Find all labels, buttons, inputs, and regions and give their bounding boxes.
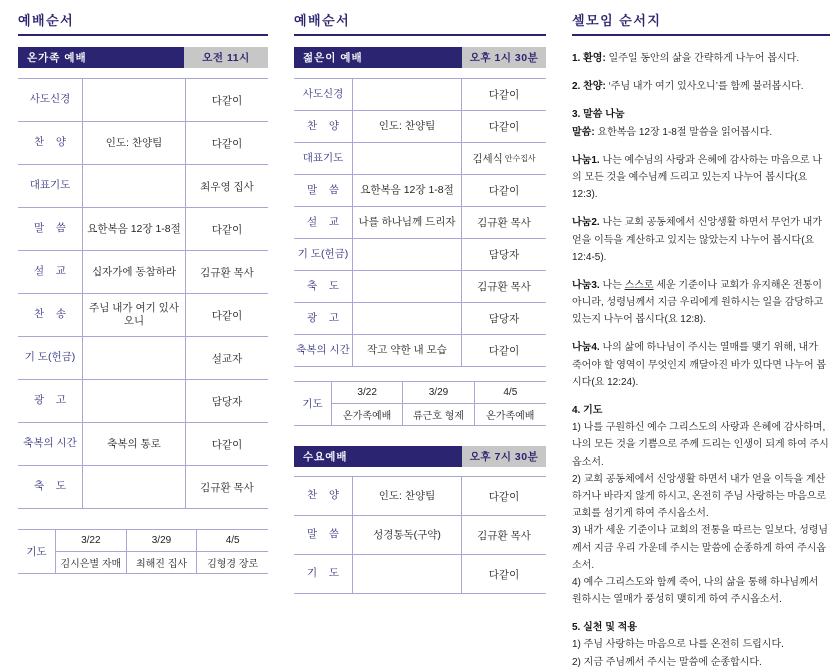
row-label: 설 교 bbox=[307, 215, 339, 228]
order-row bbox=[18, 208, 268, 251]
row-person-text: 최우영 집사 bbox=[200, 180, 254, 193]
row-person-text: 다같이 bbox=[488, 185, 520, 197]
order-row bbox=[18, 423, 268, 466]
row-label: 말 씀 bbox=[34, 222, 66, 235]
order-row bbox=[294, 143, 546, 175]
sharing-text: 나의 삶에 하나님이 주시는 열매를 맺기 위해, 내가 죽어야 할 영역이 무엇인지 깨달아진 바가 있다면 나누어 봅시다(요 12:24). bbox=[572, 342, 827, 388]
row-content bbox=[352, 239, 462, 270]
prayer-rotation-label: 기도 bbox=[18, 530, 56, 573]
order-row bbox=[18, 294, 268, 337]
row-person bbox=[186, 251, 268, 293]
sharing-item-2 bbox=[572, 214, 830, 266]
wednesday-service-section bbox=[294, 446, 546, 594]
prayer-name: 류근호 형제 bbox=[403, 404, 474, 425]
row-content bbox=[82, 466, 186, 508]
row-label: 기 도(헌금) bbox=[297, 247, 349, 260]
row-label: 축복의 시간 bbox=[23, 437, 77, 450]
row-person-text: 김규환 목사 bbox=[477, 529, 531, 542]
row-label: 말 씀 bbox=[307, 528, 339, 541]
row-content bbox=[352, 555, 462, 593]
service-header-wednesday bbox=[294, 446, 546, 467]
order-row bbox=[18, 380, 268, 423]
row-person bbox=[462, 239, 546, 270]
row-label: 말 씀 bbox=[307, 183, 339, 196]
prayer-rotation-table-family bbox=[18, 529, 268, 574]
row-label: 대표기도 bbox=[29, 179, 71, 192]
prayer-name: 김시은별 자매 bbox=[56, 552, 127, 573]
row-person-text: 다같이 bbox=[488, 490, 520, 503]
prayer-name: 온가족예배 bbox=[486, 411, 535, 422]
row-content: 주님 내가 여기 있사오니 bbox=[82, 294, 186, 336]
order-row bbox=[294, 239, 546, 271]
row-person bbox=[186, 122, 268, 164]
row-person bbox=[186, 294, 268, 336]
row-person bbox=[186, 79, 268, 121]
row-person-text: 담당자 bbox=[488, 313, 520, 325]
welcome-paragraph bbox=[572, 50, 830, 67]
row-content: 작고 약한 내 모습 bbox=[352, 335, 462, 366]
sharing-lead: 나눔3. bbox=[572, 279, 600, 291]
prayer-item: 1) 나를 구원하신 예수 그리스도의 사랑과 은혜에 감사하며, 나의 모든 것을 기쁨으로 주께 드리는 인생이 되게 하여 주시옵소서. bbox=[572, 422, 829, 468]
row-content: 인도: 찬양팀 bbox=[352, 111, 462, 142]
order-row bbox=[18, 122, 268, 165]
row-person-text: 김규환 목사 bbox=[200, 266, 254, 279]
row-label: 찬 양 bbox=[34, 136, 66, 149]
row-label: 기 도(헌금) bbox=[24, 351, 76, 364]
service-name-family: 온가족 예배 bbox=[18, 47, 184, 68]
sharing-text: 나는 교회 공동체에서 신앙생활 하면서 무언가 내가 얻을 이득을 계산하고 있지는 않았는지 나누어 봅시다(요 12:4-5). bbox=[572, 217, 822, 263]
application-item: 1) 주님 사랑하는 마음으로 나를 온전히 드립시다. bbox=[572, 639, 784, 651]
service-header-young-adult bbox=[294, 47, 546, 68]
sharing-text: 나는 예수님의 사랑과 은혜에 감사하는 마음으로 나의 모든 것을 예수님께 드리고 있는지 나누어 봅시다(요 12:3). bbox=[572, 154, 822, 201]
row-content bbox=[82, 165, 186, 207]
row-content bbox=[82, 380, 186, 422]
prayer-name: 온가족예배 bbox=[332, 404, 403, 425]
cell-meeting-body bbox=[572, 50, 830, 671]
order-row bbox=[18, 79, 268, 122]
prayer-rotation-table-young-adult bbox=[294, 381, 546, 426]
row-person-text: 다같이 bbox=[211, 309, 243, 322]
welcome-text: 일주일 동안의 삶을 간략하게 나누어 봅시다. bbox=[605, 53, 800, 64]
row-person-text: 다같이 bbox=[211, 137, 243, 150]
column-family-worship bbox=[18, 10, 268, 671]
row-person bbox=[462, 175, 546, 206]
order-row bbox=[294, 303, 546, 335]
prayer-name: 최해진 집사 bbox=[127, 552, 198, 573]
row-person-text: 김세식 bbox=[472, 153, 503, 165]
prayer-date: 4/5 bbox=[475, 382, 546, 404]
row-content: 성경통독(구약) bbox=[352, 516, 462, 554]
row-person-text: 김규환 목사 bbox=[477, 217, 531, 229]
cell-meeting-title: 셀모임 순서지 bbox=[572, 10, 830, 36]
service-name-wednesday: 수요예배 bbox=[294, 446, 462, 467]
service-time-wednesday: 오후 7시 30분 bbox=[462, 446, 546, 467]
row-label: 찬 송 bbox=[34, 308, 66, 321]
row-person bbox=[462, 477, 546, 515]
sharing-lead: 나눔2. bbox=[572, 217, 600, 229]
row-label: 광 고 bbox=[307, 311, 339, 324]
row-person-title-small: 안수집사 bbox=[504, 154, 536, 163]
row-person bbox=[186, 380, 268, 422]
row-label: 찬 양 bbox=[307, 119, 339, 132]
word-text: 요한복음 12장 1-8절 말씀을 읽어봅시다. bbox=[594, 126, 773, 138]
column-cell-meeting-guide bbox=[572, 10, 830, 671]
prayer-item: 3) 내가 세운 기준이나 교회의 전통을 따르는 일보다, 성령님께서 지금 우리 가운데 주시는 말씀에 순종하게 하여 주시옵소서. bbox=[572, 525, 829, 571]
row-person bbox=[462, 79, 546, 110]
row-person bbox=[186, 337, 268, 379]
word-sharing-heading: 3. 말씀 나눔 bbox=[572, 109, 625, 121]
prayer-section bbox=[572, 402, 830, 608]
row-person bbox=[186, 423, 268, 465]
praise-paragraph bbox=[572, 78, 830, 95]
row-person-text: 담당자 bbox=[488, 249, 520, 261]
row-person bbox=[186, 208, 268, 250]
prayer-date: 3/29 bbox=[127, 530, 198, 552]
order-row bbox=[294, 207, 546, 239]
order-row bbox=[18, 337, 268, 380]
row-person-text: 담당자 bbox=[211, 395, 243, 408]
worship-order-title-left: 예배순서 bbox=[18, 10, 268, 36]
order-table-family bbox=[18, 78, 268, 509]
row-person-text: 설교자 bbox=[211, 352, 243, 365]
order-row bbox=[18, 251, 268, 294]
row-person bbox=[462, 143, 546, 174]
sharing-lead: 나눔1. bbox=[572, 154, 600, 166]
row-person-text: 다같이 bbox=[488, 89, 520, 101]
row-label: 찬 양 bbox=[307, 489, 339, 502]
praise-text: ‘주님 내가 여기 있사오니’를 함께 불러봅시다. bbox=[605, 81, 804, 93]
word-sharing-line bbox=[572, 124, 830, 141]
row-content bbox=[82, 337, 186, 379]
prayer-date: 3/22 bbox=[56, 530, 127, 552]
prayer-item: 4) 예수 그리스도와 함께 죽어, 나의 삶을 통해 하나님께서 원하시는 열매가 풍성히 맺히게 하여 주시옵소서. bbox=[572, 576, 819, 606]
order-row bbox=[294, 175, 546, 207]
order-row bbox=[294, 79, 546, 111]
row-label: 사도신경 bbox=[29, 93, 71, 106]
prayer-heading: 4. 기도 bbox=[572, 405, 603, 416]
prayer-date: 4/5 bbox=[197, 530, 268, 552]
row-person bbox=[186, 165, 268, 207]
order-row bbox=[294, 555, 546, 594]
sharing-text: 나는 bbox=[599, 279, 625, 291]
word-sharing-section bbox=[572, 106, 830, 140]
row-person-text: 김규환 목사 bbox=[477, 281, 531, 293]
row-person bbox=[462, 335, 546, 366]
sharing-lead: 나눔4. bbox=[572, 342, 600, 354]
prayer-name: 김형경 장로 bbox=[207, 559, 259, 570]
sharing-item-3 bbox=[572, 277, 830, 329]
row-person-text: 다같이 bbox=[211, 438, 243, 451]
praise-lead: 2. 찬양: bbox=[572, 81, 606, 93]
row-person bbox=[462, 555, 546, 593]
row-content bbox=[352, 143, 462, 174]
prayer-date: 3/29 bbox=[403, 382, 474, 404]
prayer-item: 2) 교회 공동체에서 신앙생활 하면서 내가 얻을 이득을 계산하거나 바라지 않게 하시고, 온전히 주님 사랑하는 마음으로 교회를 섬기게 하여 주시옵소서. bbox=[572, 473, 827, 520]
application-item: 2) 지금 주님께서 주시는 말씀에 순종합시다. bbox=[572, 656, 762, 668]
row-content: 인도: 찬양팀 bbox=[352, 477, 462, 515]
row-person-text: 다같이 bbox=[488, 568, 520, 581]
service-header-family bbox=[18, 47, 268, 68]
service-time-young-adult: 오후 1시 30분 bbox=[462, 47, 546, 68]
order-table-young-adult bbox=[294, 78, 546, 367]
row-person bbox=[462, 516, 546, 554]
row-label: 사도신경 bbox=[302, 87, 344, 100]
column-young-adult-worship bbox=[294, 10, 546, 671]
application-heading: 5. 실천 및 적용 bbox=[572, 622, 637, 634]
row-content bbox=[352, 303, 462, 334]
row-content: 나를 하나님께 드리자 bbox=[352, 207, 462, 238]
row-label: 설 교 bbox=[34, 265, 66, 278]
sharing-text: 세운 기준이나 교회가 유지해온 전통이 아니라, 성령님께서 지금 우리에게 원하시는 일을 감당하고 있는지 나누어 봅시다(요 12:8). bbox=[572, 279, 824, 326]
order-row bbox=[294, 111, 546, 143]
row-label: 광 고 bbox=[34, 394, 66, 407]
row-person-text: 다같이 bbox=[211, 94, 243, 107]
word-lead: 말씀: bbox=[572, 126, 595, 138]
row-content bbox=[82, 79, 186, 121]
young-adult-section bbox=[294, 47, 546, 426]
row-content bbox=[352, 79, 462, 110]
sharing-item-4 bbox=[572, 339, 830, 391]
row-content: 십자가에 동참하라 bbox=[82, 251, 186, 293]
row-person-text: 다같이 bbox=[488, 121, 520, 133]
order-table-wednesday bbox=[294, 476, 546, 594]
row-label: 기 도 bbox=[307, 567, 339, 580]
row-label: 축복의 시간 bbox=[296, 343, 350, 356]
sharing-underlined-word: 스스로 bbox=[624, 279, 654, 291]
prayer-date: 3/22 bbox=[332, 382, 403, 404]
row-content: 인도: 찬양팀 bbox=[82, 122, 186, 164]
row-label: 대표기도 bbox=[302, 151, 344, 164]
row-label: 축 도 bbox=[34, 480, 66, 493]
row-content: 요한복음 12장 1-8절 bbox=[82, 208, 186, 250]
welcome-lead: 1. 환영: bbox=[572, 53, 606, 64]
row-person-text: 다같이 bbox=[488, 345, 520, 357]
row-person bbox=[462, 111, 546, 142]
row-person-text: 다같이 bbox=[211, 223, 243, 236]
order-row bbox=[294, 335, 546, 367]
worship-order-title-middle: 예배순서 bbox=[294, 10, 546, 36]
row-content: 요한복음 12장 1-8절 bbox=[352, 175, 462, 206]
order-row bbox=[294, 271, 546, 303]
row-content bbox=[352, 271, 462, 302]
service-name-young-adult: 젊은이 예배 bbox=[294, 47, 462, 68]
order-row bbox=[294, 516, 546, 555]
row-person bbox=[186, 466, 268, 508]
order-row bbox=[294, 477, 546, 516]
row-person bbox=[462, 271, 546, 302]
row-label: 축 도 bbox=[307, 279, 339, 292]
row-person bbox=[462, 303, 546, 334]
order-row bbox=[18, 466, 268, 509]
order-row bbox=[18, 165, 268, 208]
service-time-family: 오전 11시 bbox=[184, 47, 268, 68]
prayer-rotation-label: 기도 bbox=[294, 382, 332, 425]
row-content: 축복의 통로 bbox=[82, 423, 186, 465]
row-person bbox=[462, 207, 546, 238]
row-person-text: 김규환 목사 bbox=[200, 481, 254, 494]
sharing-item-1 bbox=[572, 152, 830, 204]
application-section bbox=[572, 619, 830, 671]
